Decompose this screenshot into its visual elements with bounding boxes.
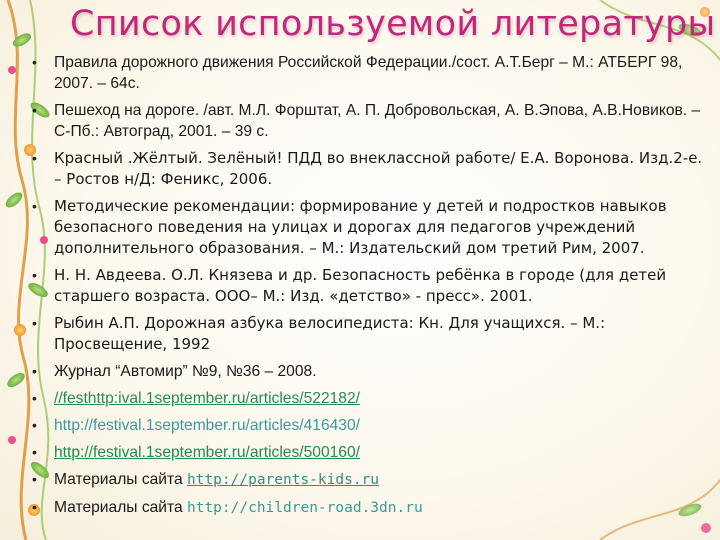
reference-text: Пешеход на дороге. /авт. М.Л. Форштат, А. П. Добровольская, А. В.Эпова, А.В.Новиков. – С-Пб.: Автоград, 2001. – 39 с. — [54, 102, 701, 140]
reference-link[interactable]: http://festival.1september.ru/articles/416430/ — [54, 417, 360, 434]
reference-text: Рыбин А.П. Дорожная азбука велосипедиста: Кн. Для учащихся. – М.: Просвещение, 1992 — [54, 314, 606, 353]
bullet-icon: • — [32, 102, 37, 118]
bullet-icon: • — [32, 471, 37, 487]
bullet-icon: • — [32, 198, 37, 214]
reference-link[interactable]: http://children-road.3dn.ru — [186, 500, 423, 516]
reference-text: Н. Н. Авдеева. О.Л. Князева и др. Безопасность ребёнка в городе (для детей старшего возраста. ООО– М.: Изд. «детство» - пресс». 2001. — [54, 266, 667, 305]
bullet-icon: • — [32, 444, 37, 460]
bullet-icon: • — [32, 417, 37, 433]
reference-item — [30, 100, 710, 142]
reference-item — [30, 265, 710, 307]
reference-link[interactable]: http://festival.1september.ru/articles/500160/ — [54, 444, 360, 461]
reference-item — [30, 415, 710, 436]
reference-text: Методические рекомендации: формирование у детей и подростков навыков безопасного поведения на улицах и дорогах для педагогов учреждений дополнительного образования. – М.: Издательский дом третий Рим, 2007. — [54, 197, 667, 257]
reference-link[interactable]: //festhttp:ival.1september.ru/articles/522182/ — [54, 390, 360, 407]
bullet-icon: • — [32, 499, 37, 515]
reference-link[interactable]: http://parents-kids.ru — [186, 472, 380, 488]
bullet-icon: • — [32, 150, 37, 166]
reference-item — [30, 497, 710, 519]
reference-item — [30, 52, 710, 94]
bullet-icon: • — [32, 363, 37, 379]
reference-text: Правила дорожного движения Российской Федерации./сост. А.Т.Берг – М.: АТБЕРГ 98, 2007. – 64с. — [54, 54, 683, 92]
reference-item — [30, 361, 710, 382]
reference-item — [30, 313, 710, 355]
reference-text: Журнал “Автомир” №9, №36 – 2008. — [54, 363, 317, 380]
bullet-icon: • — [32, 315, 37, 331]
reference-prefix: Материалы сайта — [54, 471, 187, 488]
reference-list — [30, 52, 710, 525]
bullet-icon: • — [32, 267, 37, 283]
reference-prefix: Материалы сайта — [54, 499, 187, 516]
reference-item — [30, 469, 710, 491]
bullet-icon: • — [32, 54, 37, 70]
reference-item — [30, 148, 710, 190]
reference-text: Красный .Жёлтый. Зелёный! ПДД во внеклассной работе/ Е.А. Воронова. Изд.2-е. – Ростов н/Д: Феникс, 2006. — [54, 149, 703, 188]
reference-item — [30, 196, 710, 259]
slide-title: Список используемой литературы — [70, 4, 716, 44]
reference-item — [30, 388, 710, 409]
bullet-icon: • — [32, 390, 37, 406]
reference-item — [30, 442, 710, 463]
